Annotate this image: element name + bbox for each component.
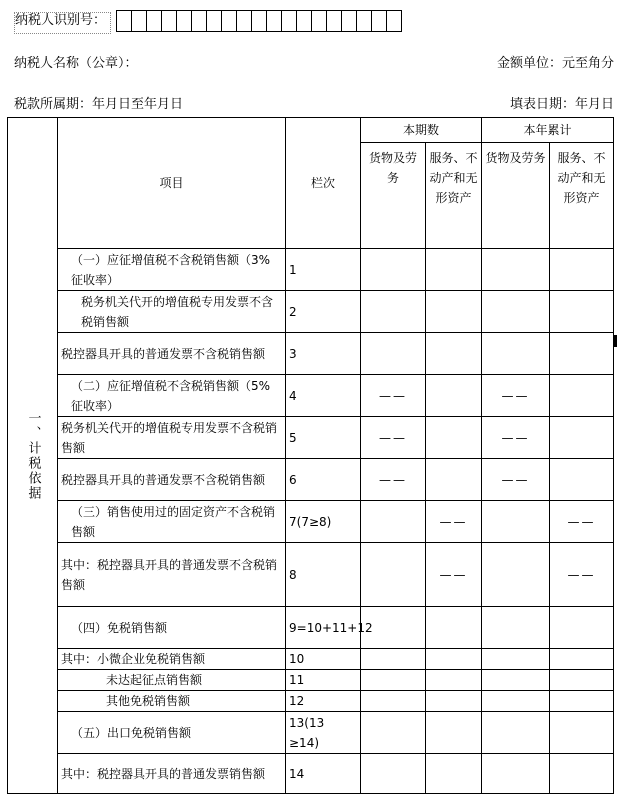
row-column-no: 3 [286,333,361,375]
amount-cell-3[interactable] [482,543,550,607]
table-row [8,691,614,712]
header-services-ytd: 服务、不动产和无形资产 [550,143,614,249]
amount-cell-4[interactable] [550,649,614,670]
table-row [8,291,614,333]
row-column-no: 7(7≥8) [286,501,361,543]
row-column-no: 8 [286,543,361,607]
id-digit-box[interactable] [191,10,207,32]
table-row [8,712,614,754]
row-item-label: 其中：小微企业免税销售额 [58,649,286,670]
amount-cell-1[interactable] [361,501,426,543]
table-row [8,501,614,543]
amount-cell-1[interactable] [361,649,426,670]
amount-cell-1[interactable] [361,291,426,333]
amount-cell-1[interactable] [361,249,426,291]
amount-cell-3[interactable] [482,501,550,543]
amount-cell-1[interactable] [361,670,426,691]
row-item-label: （三）销售使用过的固定资产不含税销售额 [58,501,286,543]
amount-cell-2[interactable] [426,375,482,417]
amount-cell-4[interactable] [550,375,614,417]
table-row [8,459,614,501]
table-row [8,649,614,670]
amount-cell-3[interactable] [482,607,550,649]
amount-cell-4[interactable] [550,333,614,375]
row-column-no: 12 [286,691,361,712]
na-cell: —— [482,375,550,417]
table-row [8,249,614,291]
id-digit-box[interactable] [206,10,222,32]
amount-cell-1[interactable] [361,754,426,794]
header-goods-labor-current: 货物及劳务 [361,143,426,249]
row-item-label: 其中：税控器具开具的普通发票不含税销售额 [58,543,286,607]
row-column-no: 2 [286,291,361,333]
na-cell: —— [482,459,550,501]
id-digit-box[interactable] [176,10,192,32]
row-item-label: 未达起征点销售额 [58,670,286,691]
amount-cell-2[interactable] [426,649,482,670]
table-row [8,670,614,691]
amount-cell-3[interactable] [482,649,550,670]
na-cell: —— [482,417,550,459]
amount-cell-3[interactable] [482,670,550,691]
amount-cell-2[interactable] [426,670,482,691]
row-column-no: 1 [286,249,361,291]
id-digit-box[interactable] [161,10,177,32]
amount-cell-2[interactable] [426,691,482,712]
header-services-current: 服务、不动产和无形资产 [426,143,482,249]
edge-mark [614,335,617,347]
header-ytd: 本年累计 [482,118,614,143]
id-digit-box[interactable] [311,10,327,32]
amount-cell-4[interactable] [550,291,614,333]
amount-cell-1[interactable] [361,543,426,607]
amount-cell-2[interactable] [426,333,482,375]
row-column-no: 10 [286,649,361,670]
amount-unit: 金额单位：元至角分 [496,56,614,71]
id-digit-box[interactable] [221,10,237,32]
row-item-label: 税务机关代开的增值税专用发票不含税销售额 [58,291,286,333]
row-column-no: 14 [286,754,361,794]
taxpayer-id-boxes[interactable] [116,10,401,32]
amount-cell-1[interactable] [361,333,426,375]
amount-cell-2[interactable] [426,417,482,459]
header-goods-labor-ytd: 货物及劳务 [482,143,550,249]
id-digit-box[interactable] [116,10,132,32]
header-current-period: 本期数 [361,118,482,143]
amount-cell-4[interactable] [550,670,614,691]
amount-cell-1[interactable] [361,691,426,712]
row-item-label: 税控器具开具的普通发票不含税销售额 [58,459,286,501]
row-column-no: 11 [286,670,361,691]
row-column-no: 5 [286,417,361,459]
amount-cell-2[interactable] [426,754,482,794]
table-row [8,754,614,794]
id-digit-box[interactable] [236,10,252,32]
section-label-cell [8,118,58,794]
id-digit-box[interactable] [386,10,402,32]
row-column-no: 13(13 ≥14) [286,712,361,754]
amount-cell-2[interactable] [426,607,482,649]
id-digit-box[interactable] [296,10,312,32]
id-digit-box[interactable] [251,10,267,32]
tax-period: 税款所属期：年月日至年月日 [14,97,184,112]
row-column-no: 6 [286,459,361,501]
tax-form-table [7,117,614,794]
id-digit-box[interactable] [266,10,282,32]
amount-cell-2[interactable] [426,291,482,333]
row-item-label: 税控器具开具的普通发票不含税销售额 [58,333,286,375]
id-digit-box[interactable] [371,10,387,32]
id-digit-box[interactable] [326,10,342,32]
na-cell: —— [550,543,614,607]
na-cell: —— [426,543,482,607]
na-cell: —— [361,417,426,459]
amount-cell-3[interactable] [482,691,550,712]
amount-cell-3[interactable] [482,754,550,794]
amount-cell-4[interactable] [550,459,614,501]
row-item-label: （二）应征增值税不含税销售额（5%征收率） [58,375,286,417]
id-digit-box[interactable] [341,10,357,32]
amount-cell-4[interactable] [550,417,614,459]
amount-cell-2[interactable] [426,459,482,501]
amount-cell-3[interactable] [482,291,550,333]
id-digit-box[interactable] [281,10,297,32]
table-row [8,333,614,375]
na-cell: —— [426,501,482,543]
amount-cell-4[interactable] [550,754,614,794]
amount-cell-4[interactable] [550,691,614,712]
amount-cell-4[interactable] [550,249,614,291]
amount-cell-1[interactable] [361,712,426,754]
amount-cell-2[interactable] [426,712,482,754]
na-cell: —— [361,375,426,417]
id-digit-box[interactable] [356,10,372,32]
fill-date: 填表日期：年月日 [509,97,614,112]
id-digit-box[interactable] [131,10,147,32]
amount-cell-4[interactable] [550,607,614,649]
row-column-no: 4 [286,375,361,417]
taxpayer-name-label: 纳税人名称（公章）： [14,56,138,71]
header-item: 项目 [58,118,286,249]
header-column-no: 栏次 [286,118,361,249]
section-label: 一、计税依据 [25,410,41,501]
amount-cell-3[interactable] [482,249,550,291]
row-item-label: 其中：税控器具开具的普通发票销售额 [58,754,286,794]
row-item-label: （四）免税销售额 [58,607,286,649]
row-item-label: 税务机关代开的增值税专用发票不含税销售额 [58,417,286,459]
row-item-label: （五）出口免税销售额 [58,712,286,754]
amount-cell-3[interactable] [482,712,550,754]
na-cell: —— [550,501,614,543]
table-row [8,417,614,459]
row-column-no: 9=10+11+12 [286,607,361,649]
taxpayer-id-label: 纳税人识别号： [14,12,111,34]
table-row [8,607,614,649]
id-digit-box[interactable] [146,10,162,32]
row-item-label: （一）应征增值税不含税销售额（3%征收率） [58,249,286,291]
table-row [8,543,614,607]
amount-cell-2[interactable] [426,249,482,291]
row-item-label: 其他免税销售额 [58,691,286,712]
na-cell: —— [361,459,426,501]
table-row [8,375,614,417]
amount-cell-4[interactable] [550,712,614,754]
amount-cell-3[interactable] [482,333,550,375]
